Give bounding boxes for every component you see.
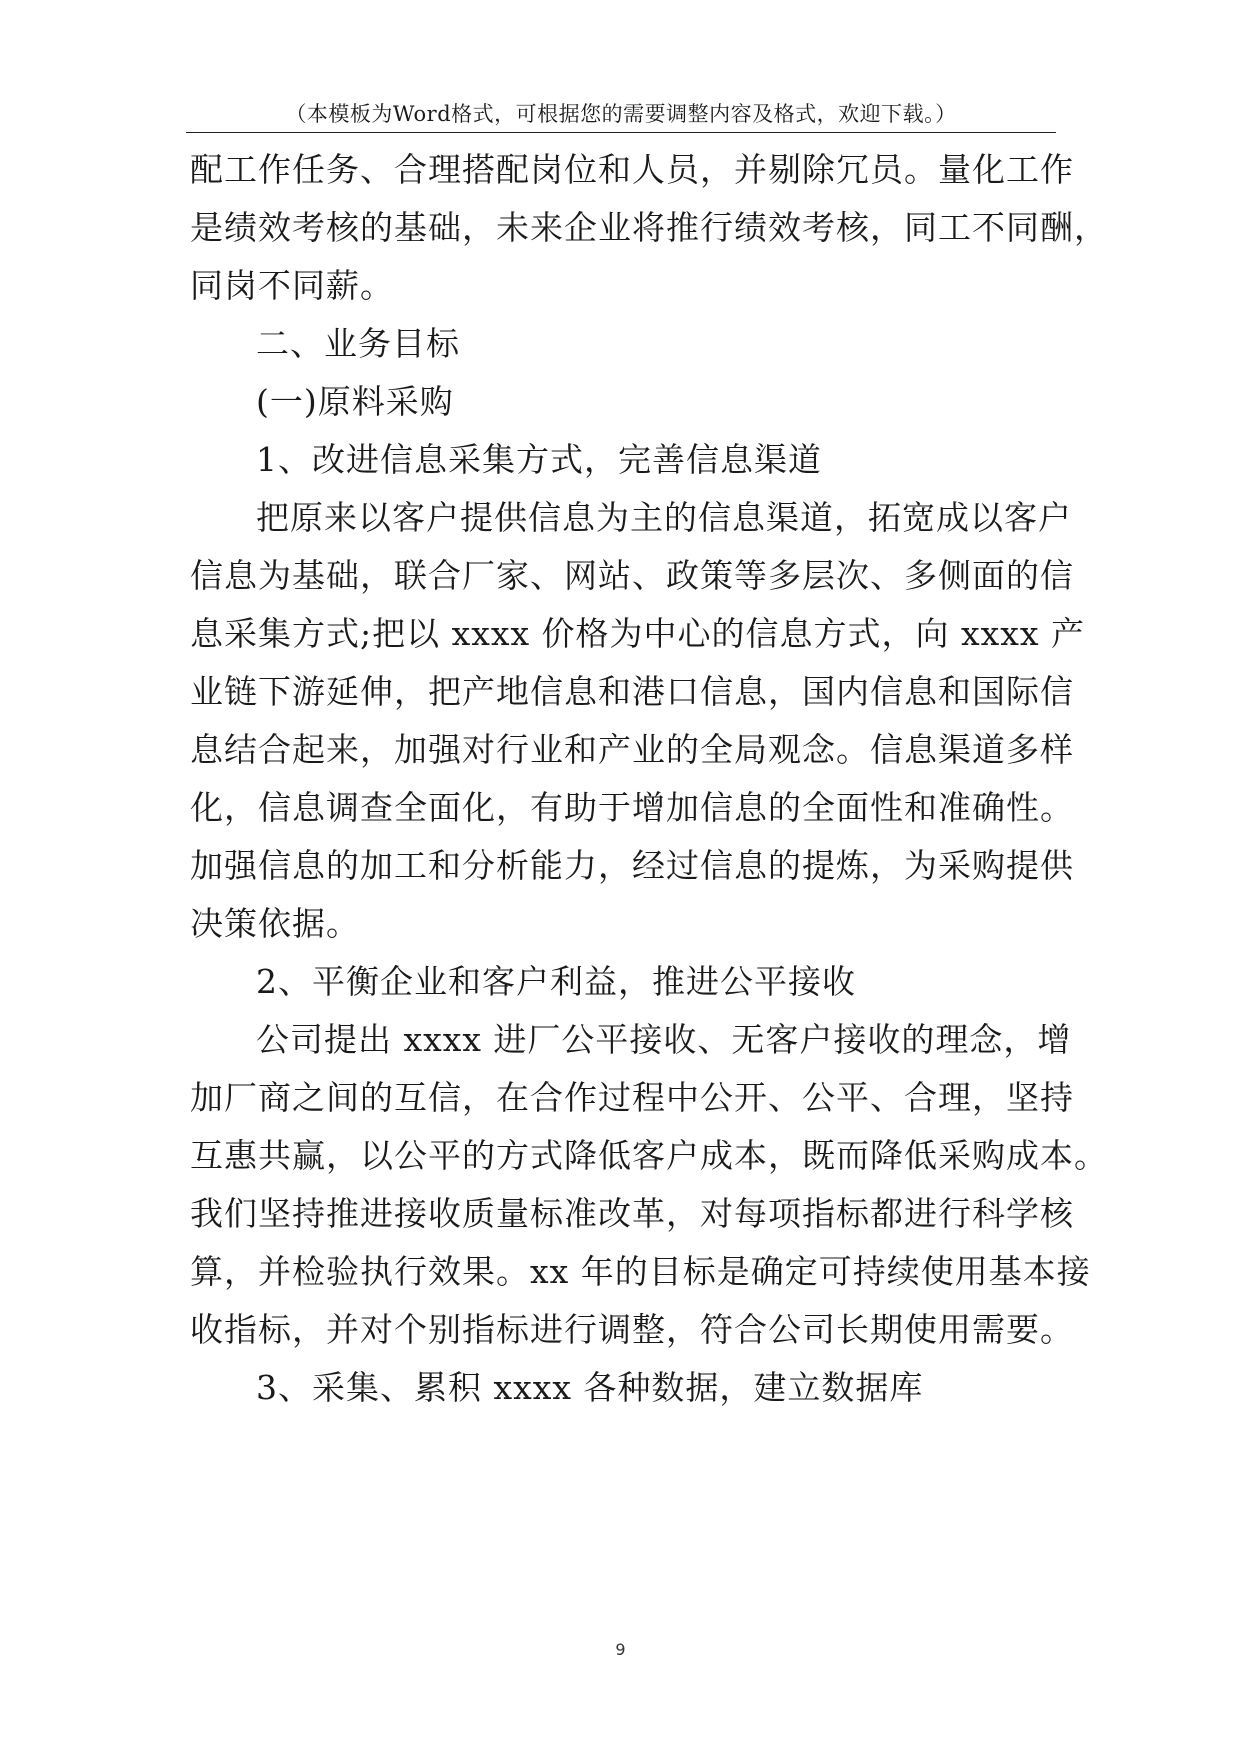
item-heading: 3、采集、累积 xxxx 各种数据，建立数据库	[256, 1368, 924, 1407]
paragraph-line: 息采集方式;把以 xxxx 价格为中心的信息方式，向 xxxx 产	[190, 614, 1085, 653]
paragraph-line: 互惠共赢，以公平的方式降低客户成本，既而降低采购成本。	[190, 1136, 1108, 1175]
item-heading: 1、改进信息采集方式，完善信息渠道	[256, 440, 822, 479]
paragraph-line: 是绩效考核的基础，未来企业将推行绩效考核，同工不同酬，	[190, 208, 1108, 247]
paragraph-line: 加厂商之间的互信，在合作过程中公开、公平、合理，坚持	[190, 1078, 1074, 1117]
paragraph-line: 业链下游延伸，把产地信息和港口信息，国内信息和国际信	[190, 672, 1074, 711]
paragraph-line: 我们坚持推进接收质量标准改革，对每项指标都进行科学核	[190, 1194, 1074, 1233]
paragraph-line: 化，信息调查全面化，有助于增加信息的全面性和准确性。	[190, 788, 1074, 827]
paragraph-line: 息结合起来，加强对行业和产业的全局观念。信息渠道多样	[190, 730, 1074, 769]
paragraph-line: 同岗不同薪。	[190, 266, 394, 305]
paragraph-line: 加强信息的加工和分析能力，经过信息的提炼，为采购提供	[190, 846, 1074, 885]
paragraph-line: 信息为基础，联合厂家、网站、政策等多层次、多侧面的信	[190, 556, 1074, 595]
header-divider	[186, 132, 1056, 133]
paragraph-line: 算，并检验执行效果。xx 年的目标是确定可持续使用基本接	[190, 1252, 1091, 1291]
paragraph-line: 把原来以客户提供信息为主的信息渠道，拓宽成以客户	[256, 498, 1072, 537]
paragraph-line: 配工作任务、合理搭配岗位和人员，并剔除冗员。量化工作	[190, 150, 1074, 189]
page-number: 9	[615, 1640, 626, 1659]
paragraph-line: 决策依据。	[190, 904, 360, 943]
subsection-heading: (一)原料采购	[256, 382, 454, 421]
item-heading: 2、平衡企业和客户利益，推进公平接收	[256, 962, 856, 1001]
paragraph-line: 公司提出 xxxx 进厂公平接收、无客户接收的理念，增	[256, 1020, 1072, 1059]
section-heading: 二、业务目标	[256, 324, 460, 363]
paragraph-line: 收指标，并对个别指标进行调整，符合公司长期使用需要。	[190, 1310, 1074, 1349]
header-note: （本模板为Word格式，可根据您的需要调整内容及格式，欢迎下载。）	[285, 102, 957, 126]
